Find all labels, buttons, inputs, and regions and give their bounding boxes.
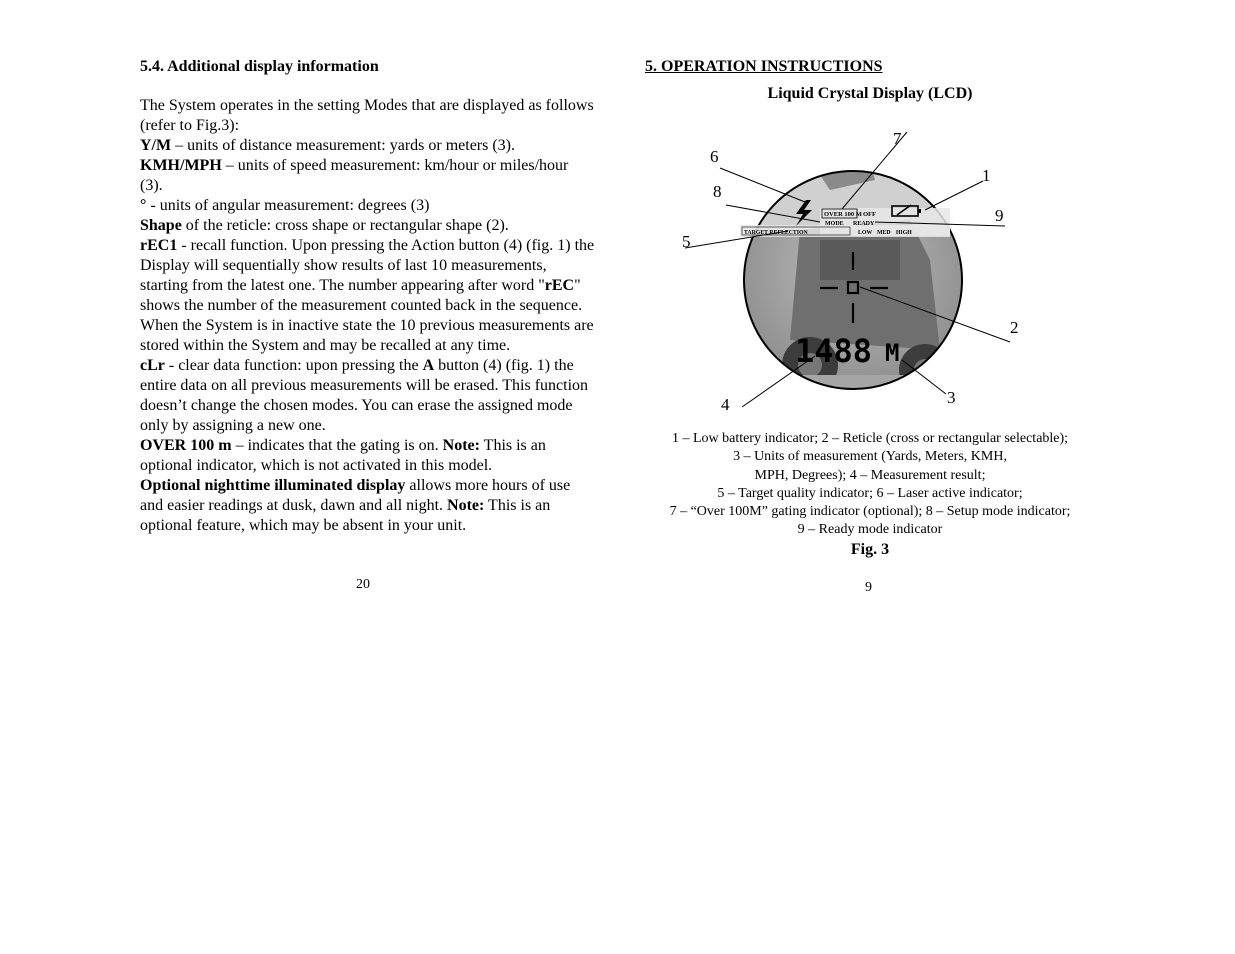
- recall-text-1: - recall function. Upon pressing the Action button (4) (fig. 1) the Display will sequentially show results of last 10 measurements, starting from the latest one. The number appearing after word ": [140, 237, 595, 294]
- over-term: OVER 100 m: [140, 437, 232, 454]
- mode-indicator: MODE: [825, 221, 844, 227]
- recall-paragraph: [140, 236, 595, 356]
- section-heading: 5. OPERATION INSTRUCTIONS: [645, 58, 883, 75]
- recall-word: rEC: [544, 277, 575, 294]
- clear-button-letter: A: [422, 357, 435, 374]
- caption-line: 1 – Low battery indicator; 2 – Reticle (cross or rectangular selectable);: [671, 431, 1069, 446]
- ym-text: – units of distance measurement: yards or meters (3).: [171, 137, 516, 154]
- shape-text: of the reticle: cross shape or rectangular shape (2).: [181, 217, 509, 234]
- body-text: [140, 96, 595, 536]
- units-indicator: M: [885, 339, 900, 367]
- recall-text-2: " shows the number of the measurement counted back in the sequence. When the System is in inactive state the 10 previous measurements are stored within the System and may be recalled at any time.: [140, 277, 594, 354]
- night-text-1: allows more hours of use and easier readings at dusk, dawn and all night.: [140, 477, 571, 514]
- night-term: Optional nighttime illuminated display: [140, 477, 406, 494]
- ready-indicator: READY: [853, 221, 875, 227]
- over-note: Note:: [442, 437, 480, 454]
- clear-text-1: - clear data function: upon pressing the: [164, 357, 423, 374]
- caption-line: 7 – “Over 100M” gating indicator (optional); 8 – Setup mode indicator;: [669, 504, 1071, 520]
- degree-term: °: [140, 197, 147, 214]
- target-low-label: LOW: [858, 230, 873, 236]
- intro-paragraph: The System operates in the setting Modes that are displayed as follows (refer to Fig.3):: [140, 97, 594, 134]
- caption-line: 5 – Target quality indicator; 6 – Laser active indicator;: [717, 485, 1023, 501]
- callout-3: 3: [947, 388, 956, 407]
- kmh-term: KMH/MPH: [140, 157, 222, 174]
- target-high-label: HIGH: [896, 230, 912, 236]
- over-paragraph: [140, 436, 595, 476]
- target-reflection-label: TARGET REFLECTION: [744, 230, 808, 236]
- lcd-diagram-svg: [670, 120, 1090, 420]
- section-heading: 5.4. Additional display information: [140, 58, 379, 75]
- off-indicator: OFF: [863, 211, 876, 218]
- over-text-2: This is an optional indicator, which is not activated in this model.: [140, 437, 546, 474]
- night-note: Note:: [447, 497, 485, 514]
- clear-paragraph: [140, 356, 595, 436]
- shape-term: Shape: [140, 217, 182, 234]
- measurement-result: 1488: [795, 332, 873, 370]
- over-100m-indicator: OVER 100 M: [824, 211, 862, 218]
- shape-paragraph: [140, 216, 595, 236]
- callout-6: 6: [710, 147, 719, 166]
- ym-paragraph: [140, 136, 595, 156]
- lcd-diagram: [670, 120, 1090, 420]
- figure-label: Fig. 3: [850, 541, 890, 558]
- caption-line: 9 – Ready mode indicator: [797, 522, 943, 538]
- callout-7: 7: [893, 129, 902, 148]
- callout-2: 2: [1010, 318, 1019, 337]
- callout-1: 1: [982, 166, 991, 185]
- over-text-1: – indicates that the gating is on.: [231, 437, 443, 454]
- callout-8: 8: [713, 182, 722, 201]
- page-number: 9: [865, 580, 872, 595]
- caption-line: MPH, Degrees); 4 – Measurement result;: [754, 467, 986, 483]
- figure-subtitle: Liquid Crystal Display (LCD): [767, 85, 973, 102]
- kmh-paragraph: [140, 156, 595, 196]
- clear-text-2: button (4) (fig. 1) the entire data on all previous measurements will be erased. This function doesn’t change the chosen modes. You can erase the assigned mode only by assigning a new one.: [140, 357, 589, 434]
- degree-text: - units of angular measurement: degrees (3): [146, 197, 430, 214]
- kmh-text: – units of speed measurement: km/hour or miles/hour (3).: [140, 157, 569, 194]
- ym-term: Y/M: [140, 137, 172, 154]
- caption-line: 3 – Units of measurement (Yards, Meters, KMH,: [733, 449, 1007, 465]
- degree-paragraph: [140, 196, 595, 216]
- page-number: 20: [356, 577, 370, 592]
- night-text-2: This is an optional feature, which may be absent in your unit.: [140, 497, 551, 534]
- callout-4: 4: [721, 395, 730, 414]
- callout-9: 9: [995, 206, 1004, 225]
- callout-5: 5: [682, 232, 691, 251]
- figure-caption: [635, 430, 1105, 540]
- clear-term: cLr: [140, 357, 165, 374]
- recall-term: rEC1: [140, 237, 178, 254]
- night-paragraph: [140, 476, 595, 536]
- target-med-label: MED: [877, 230, 891, 236]
